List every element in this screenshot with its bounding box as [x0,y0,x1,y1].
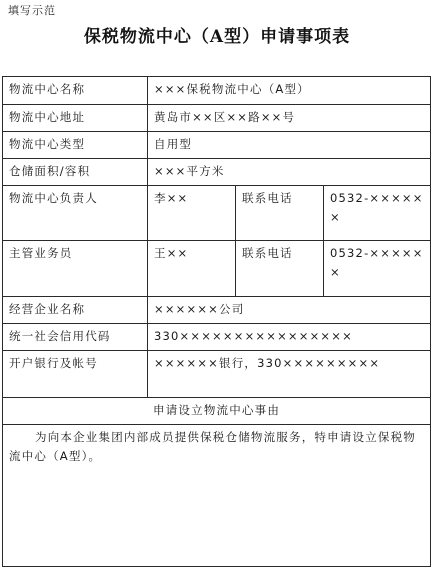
table-row [3,241,431,297]
storage-area-value: ×××平方米 [148,159,431,186]
operating-company-value: ××××××公司 [148,297,431,324]
storage-area-label: 仓储面积/容积 [3,159,148,186]
table-row [3,398,431,425]
person-in-charge-phone-value: 0532-×××××× [324,186,431,241]
reason-cell [3,425,431,567]
sample-label: 填写示范 [8,4,56,17]
business-staff-phone-value: 0532-×××××× [324,241,431,297]
credit-code-value: 330×××××××××××××××× [148,324,431,351]
center-type-label: 物流中心类型 [3,132,148,159]
person-in-charge-value: 李×× [148,186,236,241]
table-row [3,77,431,105]
bank-account-value: ××××××银行，330××××××××× [148,351,431,398]
reason-header: 申请设立物流中心事由 [3,398,431,425]
table-row [3,324,431,351]
table-row [3,425,431,567]
table-row [3,159,431,186]
table-row [3,186,431,241]
credit-code-label: 统一社会信用代码 [3,324,148,351]
bank-account-label: 开户银行及帐号 [3,351,148,398]
business-staff-value: 王×× [148,241,236,297]
center-name-label: 物流中心名称 [3,77,148,105]
document-title: 保税物流中心（A型）申请事项表 [83,27,351,47]
table-row [3,297,431,324]
table-row [3,132,431,159]
application-form-table [2,76,431,567]
center-address-value: 黄岛市××区××路××号 [148,105,431,132]
center-address-label: 物流中心地址 [3,105,148,132]
reason-text: 为向本企业集团内部成员提供保税仓储物流服务，特申请设立保税物流中心（A型）。 [9,430,416,463]
center-type-value: 自用型 [148,132,431,159]
person-in-charge-label: 物流中心负责人 [3,186,148,241]
operating-company-label: 经营企业名称 [3,297,148,324]
person-in-charge-phone-label: 联系电话 [236,186,324,241]
table-row [3,351,431,398]
table-row [3,105,431,132]
center-name-value: ×××保税物流中心（A型） [148,77,431,105]
business-staff-label: 主管业务员 [3,241,148,297]
business-staff-phone-label: 联系电话 [236,241,324,297]
